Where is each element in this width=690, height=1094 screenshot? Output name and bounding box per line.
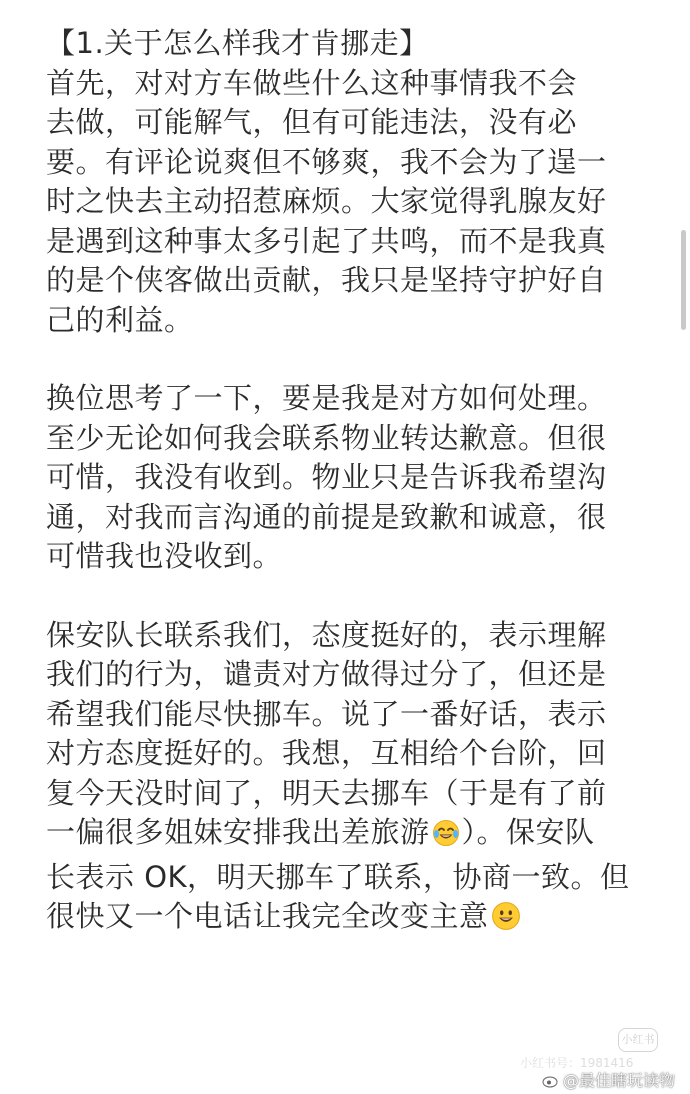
text-line: 要。有评论说爽但不够爽，我不会为了逞一	[46, 144, 607, 179]
text-line: 时之快去主动招惹麻烦。大家觉得乳腺友好	[46, 184, 607, 218]
paragraph-3	[46, 616, 656, 942]
weibo-watermark	[542, 1068, 675, 1091]
weibo-icon	[542, 1071, 560, 1089]
text-line: 至少无论如何我会联系物业转达歉意。但很	[46, 420, 607, 455]
text-line: 的是个侠客做出贡献，我只是坚持守护好自	[46, 263, 607, 297]
post-text	[46, 24, 656, 942]
text-segment: 一偏很多姐妹安排我出差旅游	[46, 815, 430, 849]
account-id-watermark: 小红书号：1981416	[520, 1056, 634, 1070]
text-line: 通，对我而言沟通的前提是致歉和诚意，很	[46, 499, 607, 534]
text-line: 【1.关于怎么样我才肯挪走】	[46, 26, 429, 60]
weibo-handle: @最佳瞎玩读物	[563, 1071, 676, 1090]
text-line: 长表示 OK，明天挪车了联系，协商一致。但	[46, 859, 630, 894]
grinning-emoji-icon	[491, 901, 521, 942]
text-segment: 很快又一个电话让我完全改变主意	[46, 899, 489, 933]
text-segment: ）。保安队	[461, 815, 595, 849]
text-line: 保安队长联系我们，态度挺好的，表示理解	[46, 617, 607, 652]
scrollbar[interactable]	[681, 230, 686, 330]
text-line: 可惜，我没有收到。物业只是告诉我希望沟	[46, 460, 607, 494]
text-line: 复今天没时间了，明天去挪车（于是有了前	[46, 775, 607, 810]
text-line-with-emoji	[46, 897, 656, 942]
paragraph-2	[46, 379, 656, 577]
text-line: 是遇到这种事太多引起了共鸣，而不是我真	[46, 223, 607, 258]
tears-of-joy-emoji-icon	[432, 818, 460, 858]
text-line: 希望我们能尽快挪车。说了一番好话，表示	[46, 696, 607, 731]
paragraph-1	[46, 24, 656, 340]
text-line: 己的利益。	[46, 302, 194, 337]
text-line: 我们的行为，谴责对方做得过分了，但还是	[46, 657, 607, 691]
text-line: 首先，对对方车做些什么这种事情我不会	[46, 65, 578, 100]
text-line: 对方态度挺好的。我想，互相给个台阶，回	[46, 736, 607, 770]
text-line: 可惜我也没收到。	[46, 539, 283, 573]
text-line: 换位思考了一下，要是我是对方如何处理。	[46, 381, 607, 415]
text-line: 去做，可能解气，但有可能违法，没有必	[46, 105, 578, 139]
xiaohongshu-logo-watermark: 小红书	[618, 1028, 658, 1052]
text-line-with-emoji	[46, 813, 656, 858]
